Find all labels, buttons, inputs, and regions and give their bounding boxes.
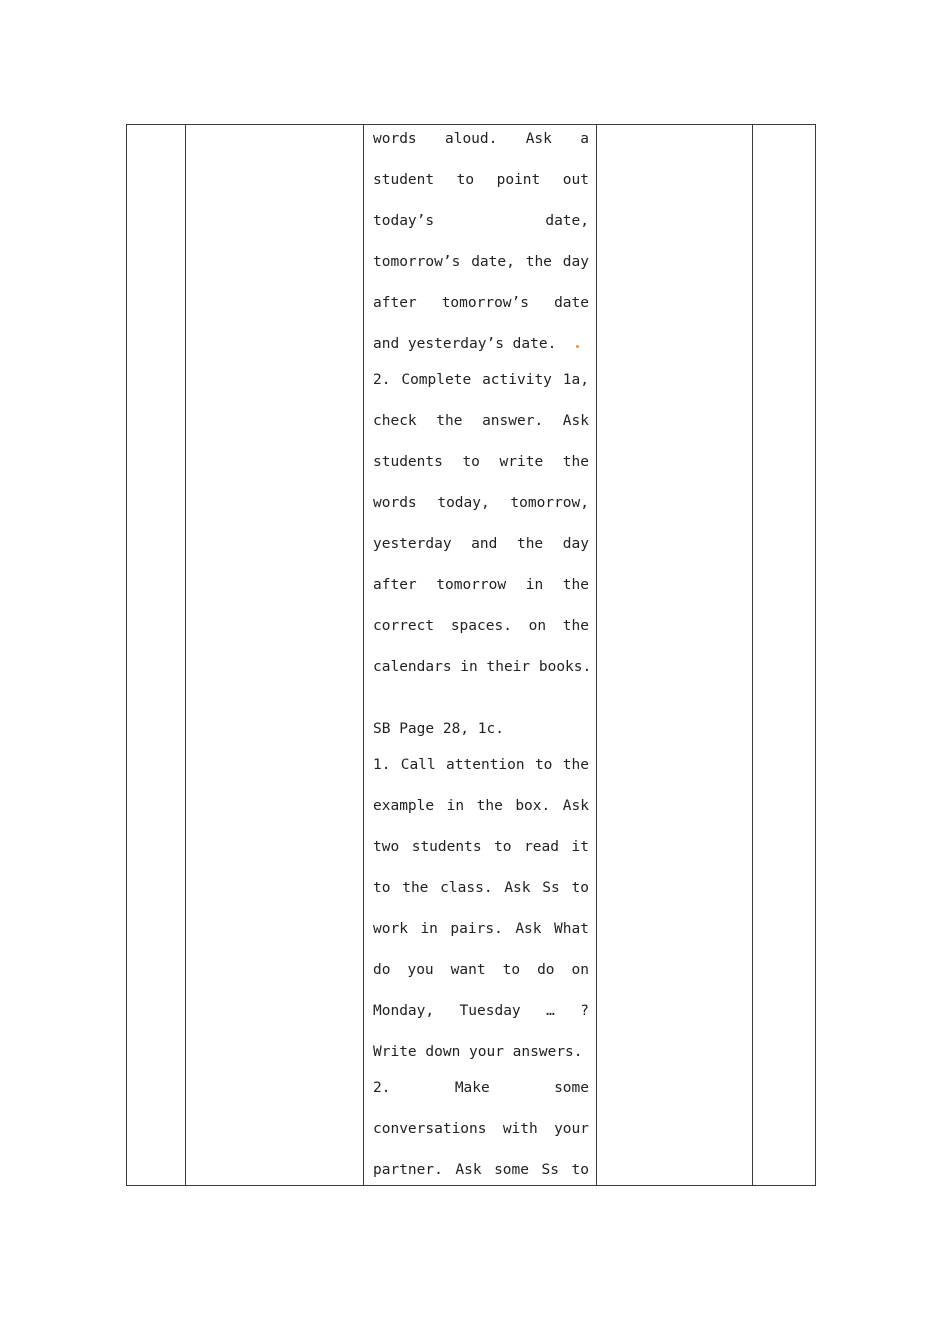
word: Ask bbox=[455, 1162, 482, 1178]
word: Ask bbox=[504, 880, 531, 896]
word: today’s bbox=[373, 213, 435, 229]
procedure-line bbox=[373, 411, 589, 431]
procedure-line bbox=[373, 370, 589, 390]
word: activity bbox=[482, 372, 552, 388]
word: Ss bbox=[542, 880, 560, 896]
procedure-line: calendars in their books. bbox=[373, 659, 592, 675]
word: date, bbox=[471, 254, 515, 270]
procedure-line bbox=[373, 796, 589, 816]
word: some bbox=[494, 1162, 529, 1178]
word: 2. bbox=[373, 1080, 391, 1096]
word: check bbox=[373, 413, 417, 429]
lesson-plan-table bbox=[126, 124, 816, 1186]
procedure-line bbox=[373, 878, 589, 898]
word: the bbox=[562, 454, 589, 470]
procedure-line: and yesterday’s date. bbox=[373, 334, 589, 354]
word: on bbox=[571, 962, 589, 978]
word: Ss bbox=[541, 1162, 559, 1178]
word: out bbox=[562, 172, 589, 188]
word: Tuesday bbox=[459, 1003, 521, 1019]
word: box. bbox=[515, 798, 551, 814]
word: to bbox=[462, 454, 480, 470]
word: Ask bbox=[562, 413, 589, 429]
word: attention bbox=[446, 757, 525, 773]
procedure-line bbox=[373, 252, 589, 272]
word: to bbox=[571, 1162, 589, 1178]
word: class. bbox=[440, 880, 493, 896]
word: pairs. bbox=[450, 921, 503, 937]
word: tomorrow bbox=[436, 577, 507, 593]
column-divider bbox=[363, 125, 364, 1185]
word: student bbox=[373, 172, 435, 188]
word: on bbox=[528, 618, 547, 634]
word: the bbox=[402, 880, 429, 896]
word: your bbox=[554, 1121, 589, 1137]
word: some bbox=[554, 1080, 589, 1096]
procedure-line bbox=[373, 1160, 589, 1180]
word: words bbox=[373, 495, 417, 511]
word: to bbox=[534, 757, 553, 773]
procedure-line bbox=[373, 919, 589, 939]
word: Ask bbox=[525, 131, 552, 147]
word: in bbox=[446, 798, 465, 814]
procedure-line bbox=[373, 452, 589, 472]
word: 1. bbox=[373, 757, 391, 773]
word: the bbox=[525, 254, 552, 270]
word: the bbox=[562, 618, 589, 634]
word: Monday, bbox=[373, 1003, 435, 1019]
word: tomorrow, bbox=[510, 495, 589, 511]
procedure-line bbox=[373, 960, 589, 980]
word: to bbox=[373, 880, 391, 896]
word: the bbox=[562, 757, 589, 773]
word: you bbox=[407, 962, 434, 978]
column-divider bbox=[185, 125, 186, 1185]
word: in bbox=[525, 577, 544, 593]
word: example bbox=[373, 798, 435, 814]
word: want bbox=[450, 962, 486, 978]
word: Ask bbox=[562, 798, 589, 814]
procedure-line bbox=[373, 534, 589, 554]
word: … bbox=[546, 1003, 555, 1019]
procedure-line bbox=[373, 493, 589, 513]
word: today, bbox=[437, 495, 490, 511]
procedure-line bbox=[373, 211, 589, 231]
word: a bbox=[580, 131, 589, 147]
word: Ask bbox=[515, 921, 542, 937]
word: words bbox=[373, 131, 417, 147]
procedure-line bbox=[373, 1119, 589, 1139]
word: the bbox=[436, 413, 463, 429]
procedure-line bbox=[373, 1001, 589, 1021]
procedure-line: Write down your answers. bbox=[373, 1044, 583, 1060]
word: to bbox=[494, 839, 512, 855]
word: the bbox=[562, 577, 589, 593]
word: in bbox=[420, 921, 438, 937]
word: two bbox=[373, 839, 400, 855]
word: to bbox=[456, 172, 475, 188]
procedure-line bbox=[373, 755, 589, 775]
word: students bbox=[373, 454, 443, 470]
word: after bbox=[373, 295, 417, 311]
procedure-line bbox=[373, 170, 589, 190]
word: aloud. bbox=[444, 131, 498, 147]
column-divider bbox=[752, 125, 753, 1185]
word: do bbox=[373, 962, 391, 978]
word: correct bbox=[373, 618, 435, 634]
word: answer. bbox=[482, 413, 544, 429]
word: after bbox=[373, 577, 417, 593]
word: spaces. bbox=[450, 618, 512, 634]
word: write bbox=[499, 454, 544, 470]
word: date, bbox=[545, 213, 589, 229]
procedure-line bbox=[373, 293, 589, 313]
word: students bbox=[411, 839, 482, 855]
word: What bbox=[554, 921, 589, 937]
word: day bbox=[562, 254, 589, 270]
procedure-line bbox=[373, 1078, 589, 1098]
procedure-line bbox=[373, 616, 589, 636]
word: work bbox=[373, 921, 408, 937]
word: and bbox=[471, 536, 498, 552]
word: day bbox=[562, 536, 589, 552]
word: Complete bbox=[401, 372, 472, 388]
word: partner. bbox=[373, 1162, 443, 1178]
word: with bbox=[502, 1121, 538, 1137]
word: tomorrow’s bbox=[373, 254, 461, 270]
word: read bbox=[524, 839, 559, 855]
word: 1a, bbox=[562, 372, 589, 388]
column-divider bbox=[596, 125, 597, 1185]
word: the bbox=[476, 798, 503, 814]
word: tomorrow’s bbox=[441, 295, 530, 311]
word: Make bbox=[454, 1080, 490, 1096]
word: date bbox=[554, 295, 589, 311]
word: do bbox=[537, 962, 555, 978]
word: to bbox=[571, 880, 589, 896]
word: it bbox=[571, 839, 589, 855]
procedure-line bbox=[373, 837, 589, 857]
word: the bbox=[516, 536, 544, 552]
word: ? bbox=[580, 1003, 589, 1019]
annotation-mark bbox=[576, 345, 579, 348]
word: 2. bbox=[373, 372, 391, 388]
word: Call bbox=[400, 757, 436, 773]
procedure-line: SB Page 28, 1c. bbox=[373, 721, 504, 737]
word: yesterday bbox=[373, 536, 452, 552]
procedure-line bbox=[373, 129, 589, 149]
word: point bbox=[496, 172, 541, 188]
procedure-line bbox=[373, 575, 589, 595]
word: conversations bbox=[373, 1121, 487, 1137]
word: to bbox=[502, 962, 521, 978]
